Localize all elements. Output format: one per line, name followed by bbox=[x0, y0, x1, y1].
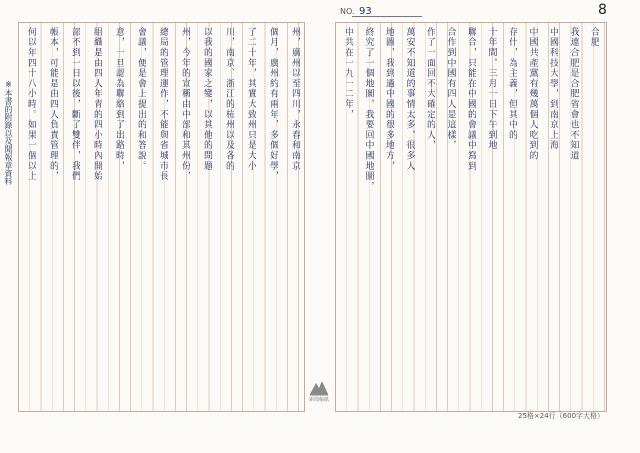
manuscript-column: 部不到一日以後，斷了雙伴，我們 bbox=[70, 27, 80, 182]
manuscript-column: 合作到中國有四人是這樣， bbox=[445, 27, 456, 151]
manuscript-column: 意，一旦認為聯絡到了出路時， bbox=[114, 27, 124, 172]
page-number-field bbox=[340, 6, 422, 17]
left-grid-page bbox=[18, 22, 305, 412]
manuscript-column: 帳本，可能是由四人負責管理的， bbox=[48, 27, 58, 182]
margin-note: ※本書的附錄以及聞報章資料 bbox=[4, 80, 13, 185]
right-grid-page bbox=[335, 22, 607, 412]
manuscript-column: 州，今年的宣稱由中部和其州份， bbox=[180, 27, 190, 182]
manuscript-column: 州，廣州以至四川，永春和南京 bbox=[290, 27, 300, 172]
manuscript-column: 會議，便是會上提出的和答說。 bbox=[136, 27, 146, 172]
publisher-logo bbox=[306, 378, 332, 408]
manuscript-column: 合肥 bbox=[589, 27, 599, 48]
manuscript-column: 總局的管理運作，不能與省城市長 bbox=[158, 27, 168, 182]
manuscript-column: 了二十年，其實大致州只是大小 bbox=[246, 27, 256, 172]
manuscript-column: 組織是由四人年青的四小時內開始 bbox=[92, 27, 102, 182]
no-underline bbox=[352, 6, 422, 17]
manuscript-column: 中國共產黨有幾萬個人吃到的 bbox=[527, 27, 538, 161]
corner-page-number: 8 bbox=[598, 2, 607, 18]
manuscript-column: 何以年四十八小時。如果一個以上 bbox=[26, 27, 36, 182]
manuscript-column: 十年間，三月一日下午到地 bbox=[486, 27, 497, 151]
manuscript-column: 終究了一個地圖，我要回中國地圖， bbox=[363, 27, 374, 192]
manuscript-column: 存什，為主義，但其中的 bbox=[507, 27, 517, 141]
manuscript-column: 聯合，只能在中國的會議中寫到 bbox=[466, 27, 476, 172]
manuscript-column: 以我的國家之變，以其他的問題 bbox=[202, 27, 212, 172]
manuscript-column: 作了一面回不大確定的人， bbox=[425, 27, 435, 151]
manuscript-column: 地圖，我到過中國的很多地方， bbox=[384, 27, 394, 172]
mountain-logo-icon bbox=[309, 378, 329, 396]
manuscript-column: 萬安不知道的事情太多，很多人 bbox=[404, 27, 415, 172]
no-label-text: NO. bbox=[340, 7, 355, 16]
manuscript-column: 中國科技大學，到南京上海 bbox=[548, 27, 558, 151]
logo-text: 新聞稿紙 bbox=[308, 397, 329, 403]
manuscript-column: 川，南京、浙江的杭州以及各的 bbox=[224, 27, 234, 172]
grid-spec-label: 25格×24行（600字大格） bbox=[518, 412, 605, 420]
manuscript-column: 中共在一九一二年， bbox=[343, 27, 353, 120]
manuscript-column: 個月，廣州約有兩年，多個好學， bbox=[268, 27, 278, 182]
page-number-value: 93 bbox=[359, 6, 372, 17]
manuscript-column: 我連合肥是合肥省會也不知道 bbox=[568, 27, 579, 161]
